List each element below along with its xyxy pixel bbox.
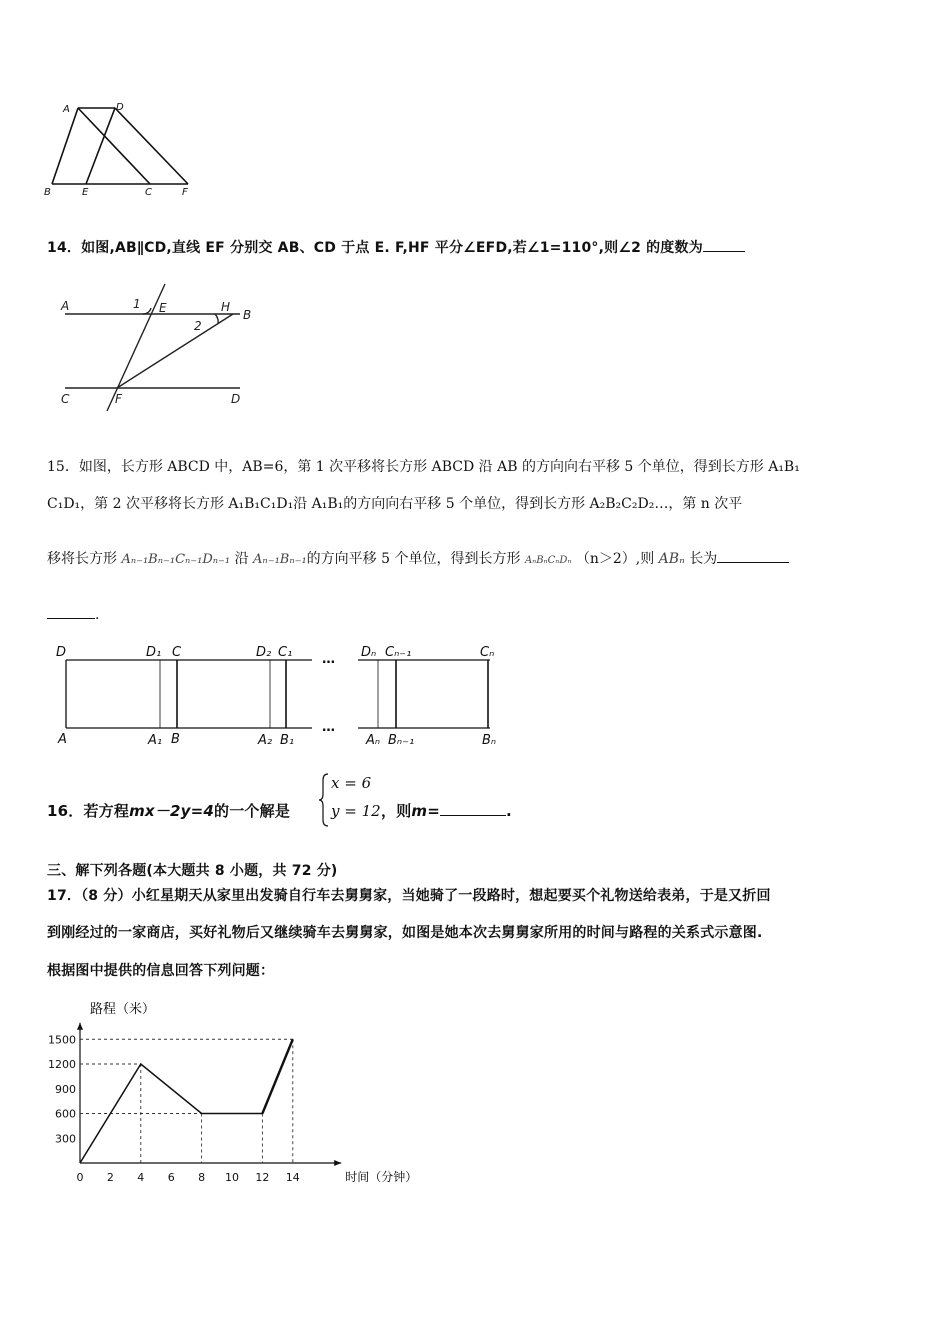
fig15-label-bn-1: Bₙ₋₁ [388, 733, 415, 748]
fig15-label-d1: D₁ [146, 645, 162, 660]
fig15-label-c: C [172, 645, 182, 660]
q15-expr-rect-n: AₙBₙCₙDₙ [524, 555, 572, 566]
question-15-line1: 15．如图，长方形 ABCD 中，AB=6，第 1 次平移将长方形 ABCD 沿 AB 的方向向右平移 5 个单位，得到长方形 A₁B₁ [47, 459, 800, 475]
q16-equation: mx－2y=4 [129, 802, 215, 820]
answer-blank-q14[interactable] [703, 237, 745, 252]
x-tick-label: 6 [167, 1171, 175, 1184]
question-17-line1: 17．（8 分）小红星期天从家里出发骑自行车去舅舅家，当她骑了一段路时，想起要买个礼物送给表弟，于是又折回 [47, 888, 771, 904]
fig14-label-e: E [159, 301, 167, 315]
distance-time-chart [40, 995, 430, 1195]
y-tick-label: 300 [55, 1132, 76, 1146]
question-16 [47, 800, 290, 821]
fig15-ellipsis-top: … [322, 652, 335, 667]
final-segment [262, 1039, 292, 1113]
answer-blank-q16[interactable] [440, 801, 506, 816]
x-axis-arrow [334, 1160, 341, 1166]
chart-ticks [48, 1033, 300, 1184]
q15-text-e: 长为 [689, 551, 718, 567]
x-tick-label: 4 [137, 1171, 145, 1184]
chart-series [80, 1039, 293, 1163]
distance-series-line [80, 1039, 293, 1163]
q16-system-x: x = 6 [331, 774, 372, 792]
fig13-label-d: D [116, 102, 124, 113]
fig15-label-a1: A₁ [148, 733, 163, 748]
fig13-label-c: C [145, 187, 152, 198]
q16-prefix: 16．若方程 [47, 802, 130, 820]
chart-axes [77, 1023, 341, 1166]
q15-text-d: （n＞2）,则 [575, 551, 655, 567]
y-tick-label: 1200 [48, 1058, 76, 1071]
q16-middle: 的一个解是 [214, 802, 291, 820]
y-tick-label: 600 [55, 1107, 76, 1121]
answer-blank-q15-b[interactable] [47, 604, 95, 619]
fig15-label-cn-1: Cₙ₋₁ [385, 645, 412, 660]
y-tick-label: 1500 [48, 1033, 76, 1047]
fig15-label-b: B [171, 732, 180, 747]
x-tick-label: 2 [106, 1171, 114, 1184]
question-16-tail [381, 800, 512, 821]
q15-text-a: 移将长方形 [47, 551, 117, 567]
x-tick-label: 10 [225, 1171, 239, 1184]
fig15-label-cn: Cₙ [480, 645, 495, 660]
fig14-label-2: 2 [194, 319, 202, 333]
figure-q14 [55, 280, 265, 420]
x-tick-label: 8 [198, 1171, 206, 1184]
q16-system-brace [318, 772, 330, 828]
fig15-label-a: A [58, 732, 67, 747]
fig15-label-an: Aₙ [366, 733, 381, 748]
question-15-line3 [47, 548, 789, 568]
q16-var: m= [411, 802, 441, 820]
fig13-label-a: A [63, 104, 70, 115]
fig15-label-bn: Bₙ [482, 733, 497, 748]
fig14-label-h: H [221, 300, 231, 314]
x-tick-label: 14 [285, 1171, 300, 1184]
fig13-label-f: F [182, 187, 188, 198]
chart-x-axis-label: 时间（分钟） [345, 1170, 418, 1184]
q16-end: . [506, 802, 512, 820]
fig13-label-e: E [82, 187, 89, 198]
q16-system-y: y = 12 [331, 802, 381, 820]
question-14 [47, 237, 745, 257]
question-15-line2: C₁D₁，第 2 次平移将长方形 A₁B₁C₁D₁沿 A₁B₁的方向向右平移 5 个单位，得到长方形 A₂B₂C₂D₂…，第 n 次平 [47, 496, 743, 512]
x-tick-label: 0 [76, 1171, 84, 1184]
fig15-label-d: D [56, 645, 67, 660]
fig15-ellipsis-bottom: … [322, 720, 335, 735]
fig14-label-d: D [231, 392, 241, 406]
fig14-label-1: 1 [133, 297, 141, 311]
x-tick-label: 12 [255, 1171, 270, 1184]
section-3-heading: 三、解下列各题(本大题共 8 小题，共 72 分) [47, 863, 338, 879]
q15-text-c: 的方向平移 5 个单位，得到长方形 [306, 551, 521, 567]
figure-q15 [50, 638, 510, 754]
y-axis-arrow [77, 1023, 83, 1030]
question-17-line2: 到刚经过的一家商店，买好礼物后又继续骑车去舅舅家，如图是她本次去舅舅家所用的时间与路程的关系式示意图. [47, 925, 763, 941]
q16-suffix: ，则 [381, 802, 412, 820]
fig14-label-f: F [115, 392, 122, 406]
fig15-label-dn: Dₙ [361, 645, 377, 660]
fig14-label-c: C [61, 392, 70, 406]
fig14-label-b: B [243, 308, 252, 322]
question-14-text: 14．如图,AB∥CD,直线 EF 分别交 AB、CD 于点 E. F,HF 平分∠EFD,若∠1=110°,则∠2 的度数为 [47, 240, 703, 256]
q15-expr-side-prev: Aₙ₋₁Bₙ₋₁ [253, 552, 307, 567]
fig13-label-b: B [44, 187, 51, 198]
fig14-label-a: A [61, 299, 70, 313]
fig15-label-c1: C₁ [278, 645, 293, 660]
chart-y-axis-label: 路程（米） [90, 1002, 156, 1017]
answer-blank-q15-a[interactable] [717, 548, 789, 563]
q15-expr-abn: ABₙ [658, 551, 685, 567]
q15-end: . [95, 607, 100, 623]
y-tick-label: 900 [55, 1082, 76, 1096]
q15-text-b: 沿 [234, 551, 249, 567]
q15-expr-rect-prev: Aₙ₋₁Bₙ₋₁Cₙ₋₁Dₙ₋₁ [121, 552, 231, 567]
fig15-label-b1: B₁ [280, 733, 295, 748]
figure-q13 [40, 98, 200, 198]
question-15-line4 [47, 604, 99, 623]
question-17-line3: 根据图中提供的信息回答下列问题： [47, 963, 275, 979]
fig15-label-a2: A₂ [258, 733, 273, 748]
fig15-label-d2: D₂ [256, 645, 272, 660]
